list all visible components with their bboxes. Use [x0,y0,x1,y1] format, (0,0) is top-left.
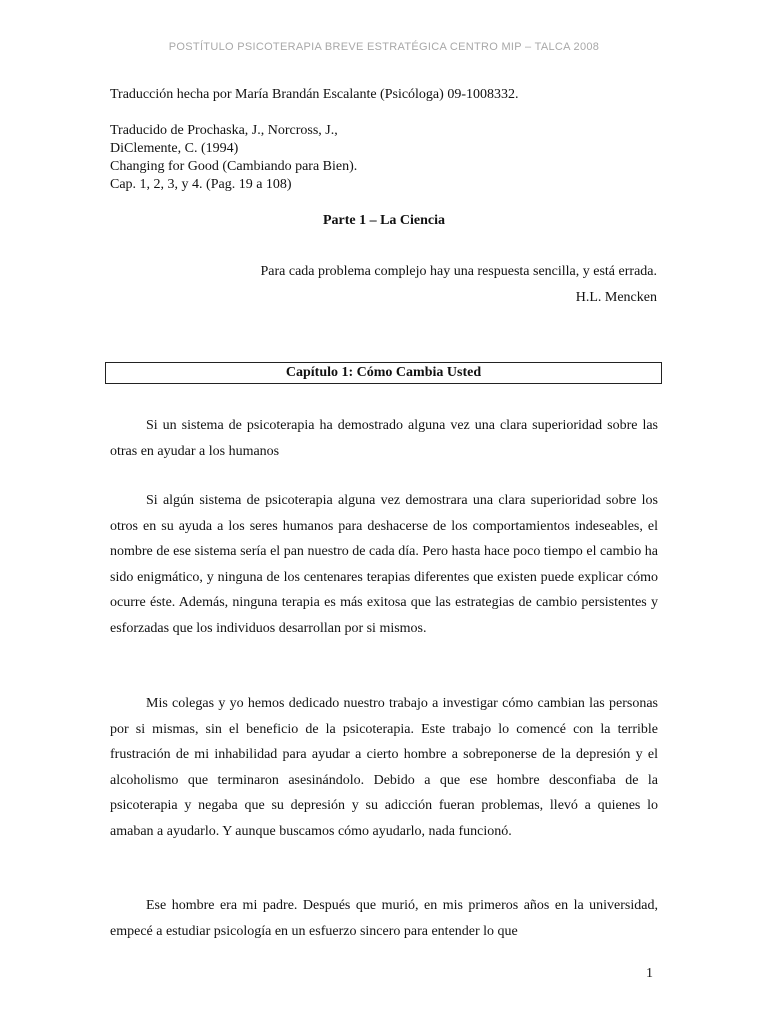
source-line-3: Changing for Good (Cambiando para Bien). [110,159,358,174]
source-line-1: Traducido de Prochaska, J., Norcross, J., [110,123,338,138]
paragraph-3: Mis colegas y yo hemos dedicado nuestro trabajo a investigar cómo cambian las personas por si mismas, sin el beneficio de la psicoterapia. Este trabajo lo comencé con la terrible frustración de mi inhabilidad para ayudar a cierto hombre a sobreponerse de la depresión y el alcoholismo que terminaron asesinándolo. Debido a que ese hombre desconfiaba de la psicoterapia y negaba que su depresión y su adicción fueran problemas, llevó a quienes lo amaban a ayudarlo. Y aunque buscamos cómo ayudarlo, nada funcionó. [110,696,658,839]
paragraph-2: Si algún sistema de psicoterapia alguna vez demostrara una clara superioridad sobre los otros en su ayuda a los seres humanos para deshacerse de los comportamientos indeseables, el nombre de ese sistema sería el pan nuestro de cada día. Pero hasta hace poco tiempo el cambio ha sido enigmático, y ninguna de los centenares terapias diferentes que existen puede explicar cómo ocurre éste. Además, ninguna terapia es más exitosa que las estrategias de cambio persistentes y esforzadas que los individuos desarrollan por si mismos. [110,493,658,636]
source-line-2: DiClemente, C. (1994) [110,141,239,156]
epigraph-author: H.L. Mencken [575,290,657,305]
page-number: 1 [646,966,653,981]
paragraph-4: Ese hombre era mi padre. Después que murió, en mis primeros años en la universidad, empecé a estudiar psicología en un esfuerzo sincero para entender lo que [110,898,658,939]
running-header: POSTÍTULO PSICOTERAPIA BREVE ESTRATÉGICA CENTRO MIP – TALCA 2008 [168,41,600,53]
translator-credit: Traducción hecha por María Brandán Escalante (Psicóloga) 09-1008332. [110,87,519,102]
epigraph-quote: Para cada problema complejo hay una respuesta sencilla, y está errada. [260,264,657,279]
part-title: Parte 1 – La Ciencia [322,213,446,228]
paragraph-1: Si un sistema de psicoterapia ha demostrado alguna vez una clara superioridad sobre las otras en ayudar a los humanos [110,418,658,459]
chapter-title: Capítulo 1: Cómo Cambia Usted [105,362,662,384]
source-line-4: Cap. 1, 2, 3, y 4. (Pag. 19 a 108) [110,177,292,192]
